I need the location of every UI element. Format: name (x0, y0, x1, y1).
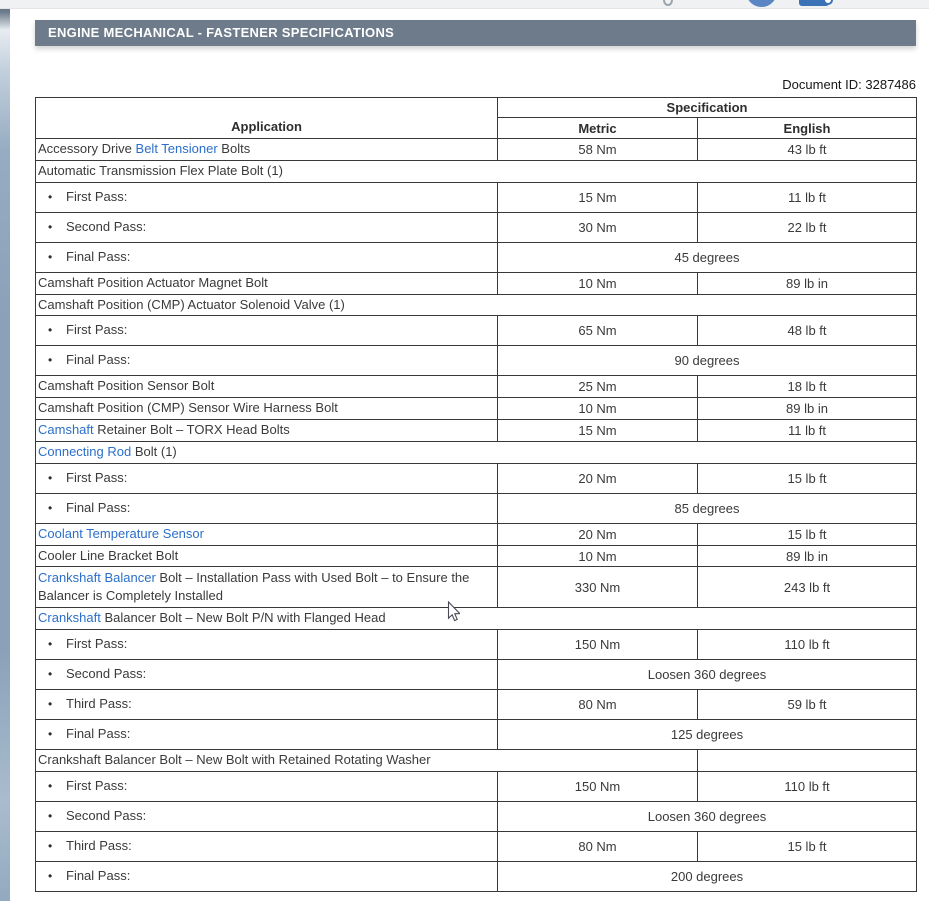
pass-label: Final Pass: (66, 499, 131, 515)
application-text: Camshaft Position (CMP) Actuator Solenoid Valve (1) (38, 296, 345, 312)
pass-label-cell (36, 720, 498, 750)
spanned-value: 85 degrees (498, 493, 917, 523)
pass-label: Second Pass: (66, 808, 147, 824)
spanned-value: Loosen 360 degrees (498, 802, 917, 832)
table-row (36, 441, 917, 463)
table-row (36, 660, 917, 690)
pass-label: Final Pass: (66, 868, 131, 884)
table-row (36, 690, 917, 720)
application-text: Accessory Drive (38, 141, 136, 156)
bullet-icon: • (48, 353, 53, 368)
metric-value: 80 Nm (498, 690, 698, 720)
pass-label-cell (36, 862, 498, 892)
english-value: 15 lb ft (698, 463, 917, 493)
spanned-value: 125 degrees (498, 720, 917, 750)
pass-label-cell (36, 493, 498, 523)
application-text: Camshaft Position (CMP) Sensor Wire Harness Bolt (38, 400, 338, 416)
application-link[interactable]: Camshaft (38, 422, 94, 438)
table-row (36, 463, 917, 493)
bullet-icon: • (48, 839, 53, 854)
application-group-cell (36, 750, 698, 772)
metric-value: 65 Nm (498, 316, 698, 346)
table-row (36, 567, 917, 608)
application-text: Camshaft Position Sensor Bolt (38, 378, 215, 394)
english-value: 11 lb ft (698, 420, 917, 442)
table-row (36, 608, 917, 630)
pass-label: First Pass: (66, 636, 128, 652)
pass-label-cell (36, 690, 498, 720)
application-link[interactable]: Belt Tensioner (135, 141, 218, 156)
spanned-value: 200 degrees (498, 862, 917, 892)
application-link[interactable]: Connecting Rod (38, 443, 132, 459)
avatar-circle-icon[interactable] (746, 0, 777, 7)
metric-value: 10 Nm (498, 272, 698, 294)
english-value: 18 lb ft (698, 376, 917, 398)
metric-value: 25 Nm (498, 376, 698, 398)
metric-value: 10 Nm (498, 545, 698, 567)
pass-label: First Pass: (66, 322, 128, 338)
english-value: 110 lb ft (698, 772, 917, 802)
english-value: 11 lb ft (698, 182, 917, 212)
table-row (36, 376, 917, 398)
bullet-icon: • (48, 869, 53, 884)
application-cell (36, 567, 498, 608)
application-group-cell (36, 294, 917, 316)
application-text: Bolt (1) (131, 443, 177, 459)
section-title-bar: ENGINE MECHANICAL - FASTENER SPECIFICATIONS (35, 20, 916, 46)
pass-label-cell (36, 630, 498, 660)
bullet-icon: • (48, 470, 53, 485)
pass-label: Second Pass: (66, 666, 147, 682)
application-cell (36, 420, 498, 442)
application-cell (36, 376, 498, 398)
table-row (36, 750, 917, 772)
metric-value: 20 Nm (498, 523, 698, 545)
table-row (36, 294, 917, 316)
metric-value: 15 Nm (498, 420, 698, 442)
application-group-cell (36, 608, 917, 630)
bullet-icon: • (48, 697, 53, 712)
english-value-empty (698, 750, 917, 772)
application-cell (36, 272, 498, 294)
bullet-icon: • (48, 189, 53, 204)
table-row (36, 182, 917, 212)
table-row (36, 802, 917, 832)
application-link[interactable]: Crankshaft (38, 610, 101, 626)
table-row (36, 772, 917, 802)
table-row (36, 545, 917, 567)
metric-value: 330 Nm (498, 567, 698, 608)
application-text: Balancer Bolt – New Bolt P/N with Flanged Head (100, 610, 386, 626)
table-row (36, 862, 917, 892)
spanned-value: Loosen 360 degrees (498, 660, 917, 690)
column-header-application: Application (36, 98, 498, 139)
english-value: 15 lb ft (698, 523, 917, 545)
table-row (36, 346, 917, 376)
pass-label: Final Pass: (66, 248, 131, 264)
column-header-english: English (698, 118, 917, 139)
table-row (36, 832, 917, 862)
english-value: 48 lb ft (698, 316, 917, 346)
spanned-value: 45 degrees (498, 242, 917, 272)
table-row (36, 493, 917, 523)
pass-label-cell (36, 346, 498, 376)
fastener-spec-table (35, 97, 917, 892)
pass-label-cell (36, 242, 498, 272)
table-row (36, 523, 917, 545)
english-value: 22 lb ft (698, 212, 917, 242)
bullet-icon: • (48, 809, 53, 824)
bullet-icon: • (48, 500, 53, 515)
pass-label-cell (36, 316, 498, 346)
application-text: Camshaft Position Actuator Magnet Bolt (38, 274, 268, 290)
table-row (36, 272, 917, 294)
table-row (36, 160, 917, 182)
bullet-icon: • (48, 727, 53, 742)
pass-label-cell (36, 832, 498, 862)
bullet-icon: • (48, 323, 53, 338)
table-row (36, 139, 917, 161)
metric-value: 150 Nm (498, 772, 698, 802)
metric-value: 10 Nm (498, 398, 698, 420)
pass-label: First Pass: (66, 188, 128, 204)
pass-label-cell (36, 802, 498, 832)
spanned-value: 90 degrees (498, 346, 917, 376)
pass-label: Third Pass: (66, 696, 132, 712)
metric-value: 150 Nm (498, 630, 698, 660)
application-group-cell (36, 160, 917, 182)
column-header-specification: Specification (498, 98, 917, 118)
metric-value: 58 Nm (498, 139, 698, 161)
pass-label-cell (36, 212, 498, 242)
pass-label: Third Pass: (66, 838, 132, 854)
application-text: Automatic Transmission Flex Plate Bolt (1) (38, 162, 283, 178)
table-row (36, 242, 917, 272)
print-icon-badge (823, 0, 833, 5)
application-cell (36, 545, 498, 567)
application-group-cell (36, 441, 917, 463)
pass-label-cell (36, 182, 498, 212)
metric-value: 15 Nm (498, 182, 698, 212)
application-text: Retainer Bolt – TORX Head Bolts (93, 422, 290, 438)
pass-label-cell (36, 660, 498, 690)
pass-label: First Pass: (66, 469, 128, 485)
table-row (36, 720, 917, 750)
column-header-metric: Metric (498, 118, 698, 139)
left-scrollbar[interactable] (0, 0, 10, 901)
application-text: Bolt – Installation Pass with Used Bolt – to Ensure the Balancer is Completely Installed (38, 569, 470, 604)
bullet-icon: • (48, 667, 53, 682)
metric-value: 30 Nm (498, 212, 698, 242)
bullet-icon: • (48, 779, 53, 794)
metric-value: 80 Nm (498, 832, 698, 862)
pass-label: First Pass: (66, 778, 128, 794)
top-toolbar (0, 0, 929, 9)
application-cell (36, 523, 498, 545)
toolbar-partial-icon[interactable] (663, 0, 673, 6)
document-content (35, 20, 916, 885)
english-value: 15 lb ft (698, 832, 917, 862)
table-row (36, 316, 917, 346)
application-text: Bolts (217, 141, 251, 156)
english-value: 243 lb ft (698, 567, 917, 608)
application-text: Cooler Line Bracket Bolt (38, 547, 179, 563)
table-row (36, 212, 917, 242)
application-link[interactable]: Coolant Temperature Sensor (38, 525, 204, 541)
pass-label: Final Pass: (66, 726, 131, 742)
english-value: 89 lb in (698, 272, 917, 294)
document-id: Document ID: 3287486 (782, 77, 916, 92)
pass-label-cell (36, 772, 498, 802)
metric-value: 20 Nm (498, 463, 698, 493)
application-cell (36, 139, 498, 161)
bullet-icon: • (48, 219, 53, 234)
application-link[interactable]: Crankshaft Balancer (38, 569, 156, 585)
english-value: 89 lb in (698, 398, 917, 420)
mouse-cursor (444, 600, 460, 624)
pass-label: Final Pass: (66, 352, 131, 368)
pass-label: Second Pass: (66, 218, 147, 234)
application-text: Crankshaft Balancer Bolt – New Bolt with Retained Rotating Washer (38, 752, 431, 768)
english-value: 59 lb ft (698, 690, 917, 720)
bullet-icon: • (48, 637, 53, 652)
english-value: 110 lb ft (698, 630, 917, 660)
table-row (36, 398, 917, 420)
table-row (36, 420, 917, 442)
english-value: 89 lb in (698, 545, 917, 567)
english-value: 43 lb ft (698, 139, 917, 161)
table-row (36, 630, 917, 660)
bullet-icon: • (48, 249, 53, 264)
pass-label-cell (36, 463, 498, 493)
application-cell (36, 398, 498, 420)
